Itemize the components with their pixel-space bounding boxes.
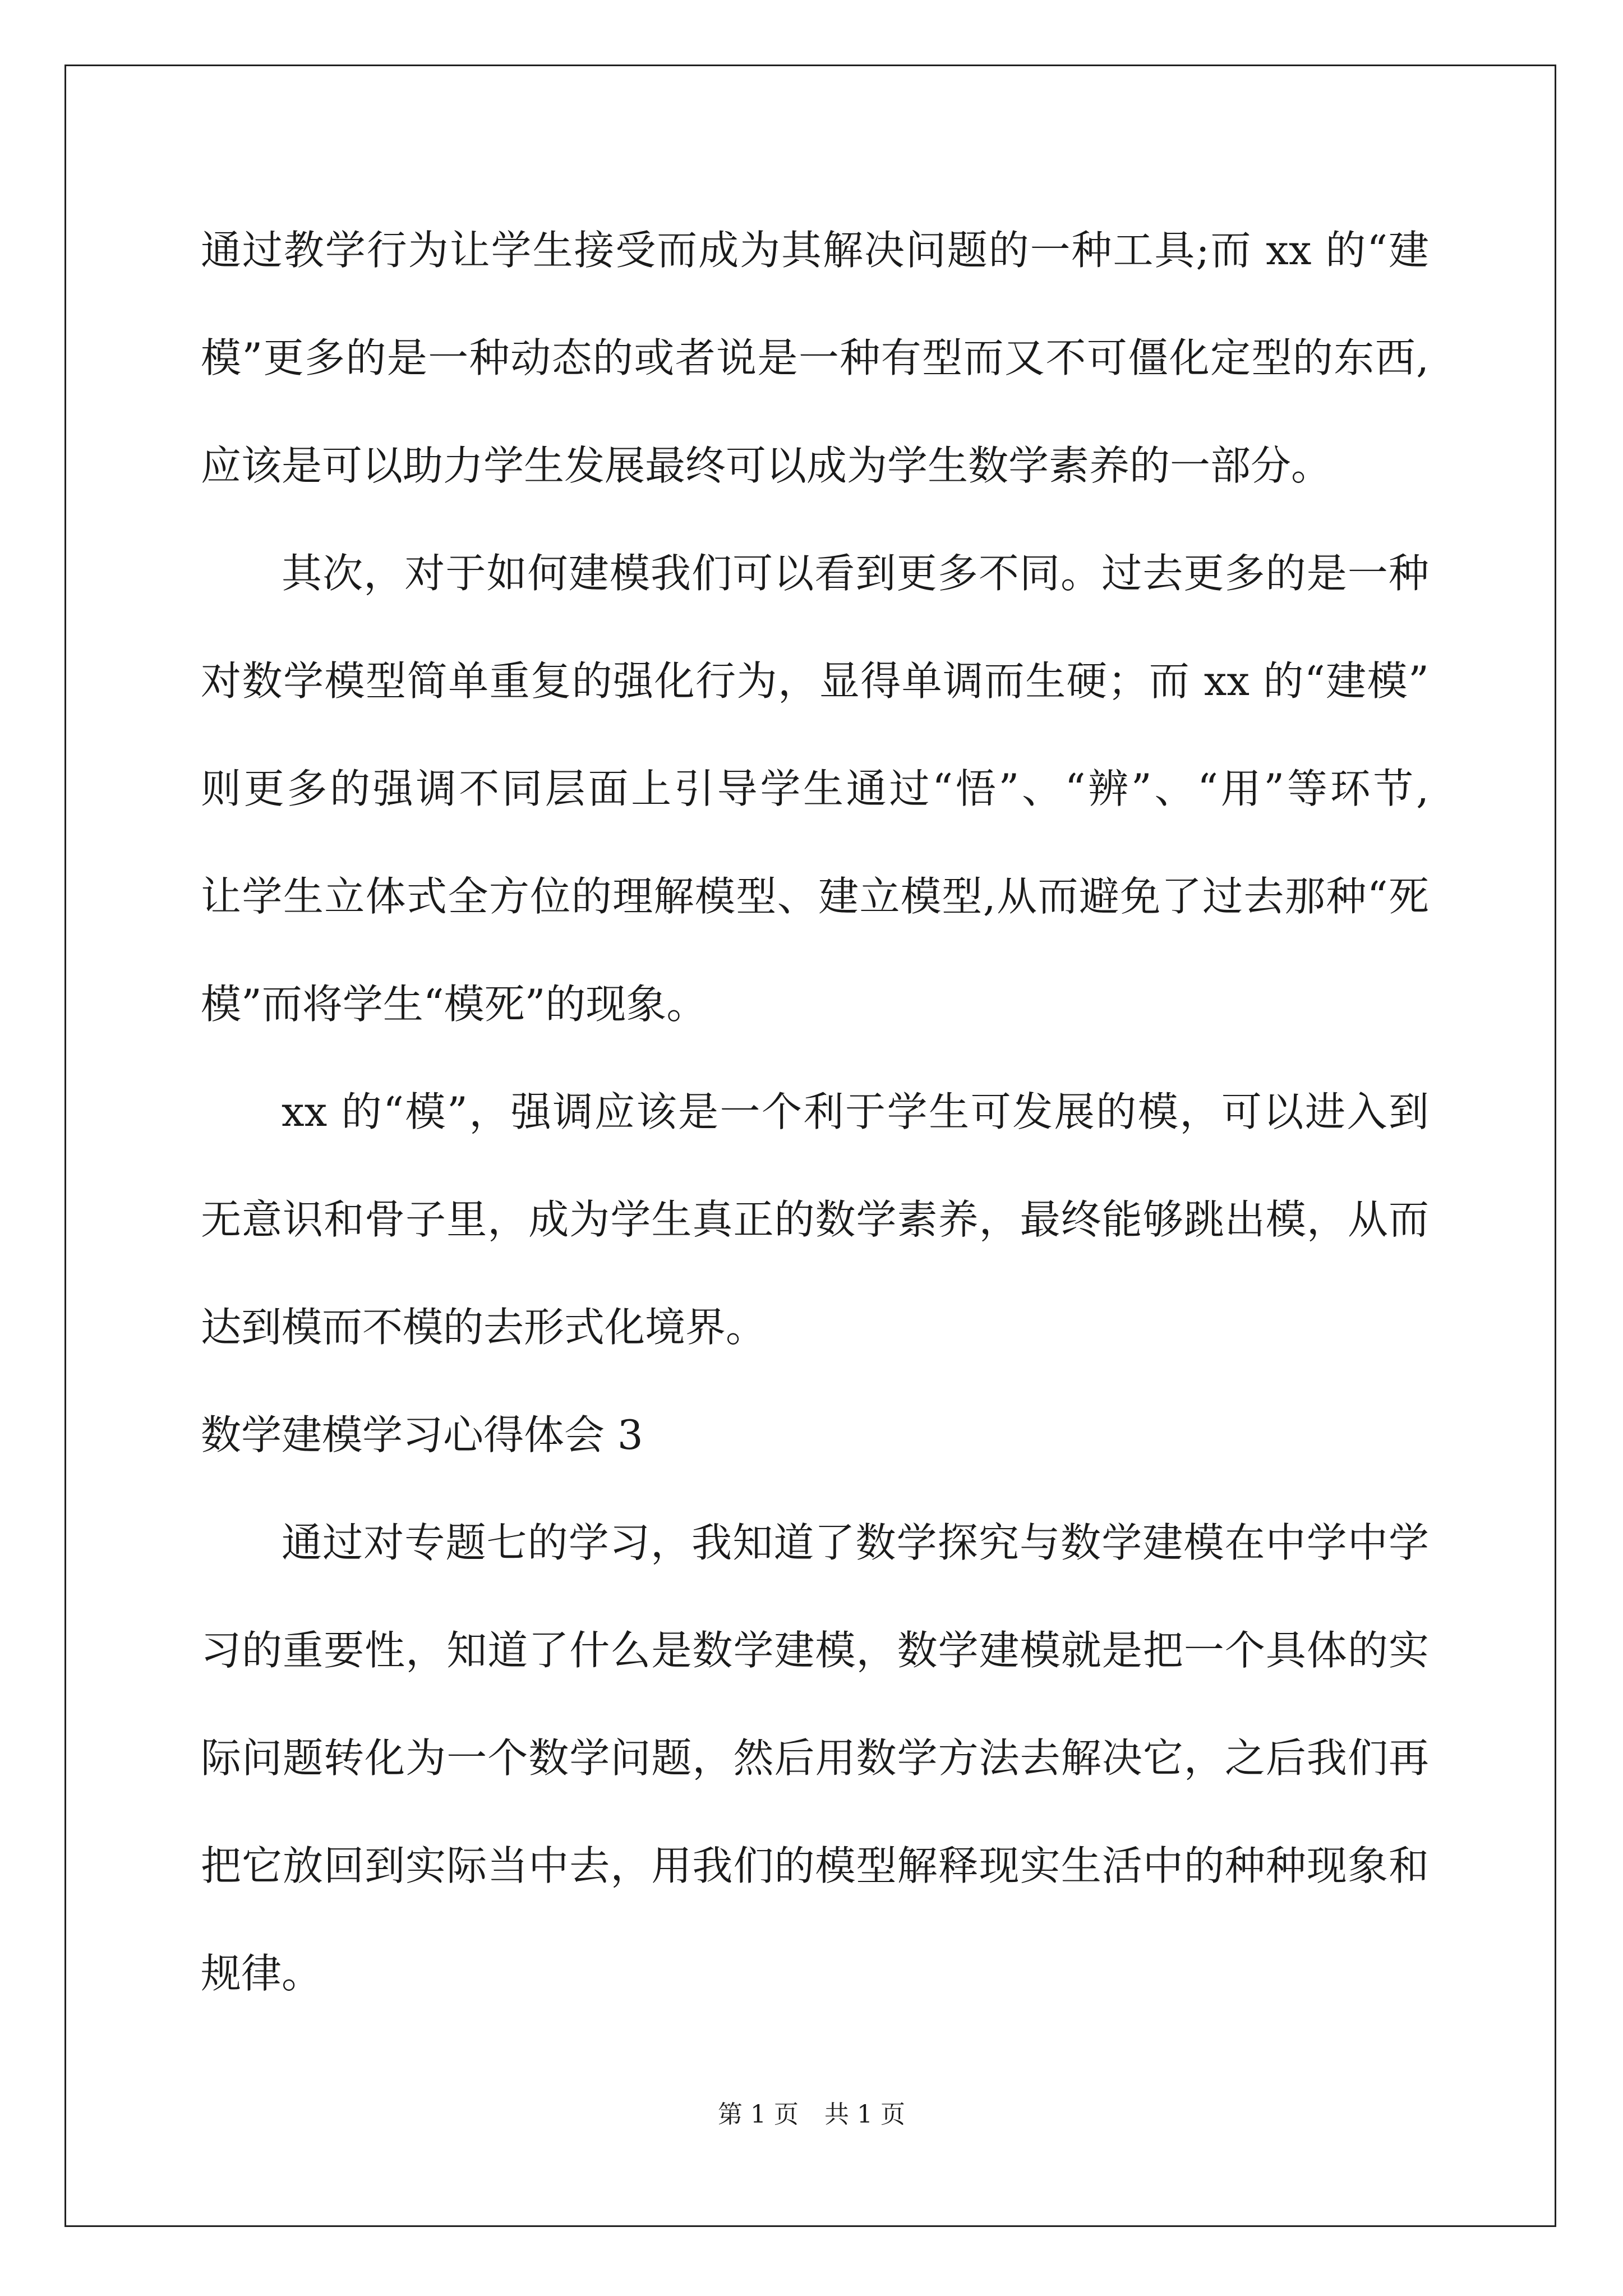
- page-number-current: 第 1 页: [718, 2100, 799, 2129]
- paragraph-line: 模”而将学生“模死”的现象。: [201, 981, 707, 1028]
- paragraph-line: 达到模而不模的去形式化境界。: [201, 1304, 767, 1351]
- page-number-total: 共 1 页: [824, 2100, 905, 2129]
- paragraph-line: 对数学模型简单重复的强化行为，显得单调而生硬；而 xx 的“建模”: [201, 657, 1429, 705]
- paragraph-line: 际问题转化为一个数学问题，然后用数学方法去解决它，之后我们再: [201, 1734, 1429, 1782]
- paragraph-line: 应该是可以助力学生发展最终可以成为学生数学素养的一部分。: [201, 442, 1332, 489]
- paragraph-line: 则更多的强调不同层面上引导学生通过“悟”、“辨”、“用”等环节,: [201, 765, 1429, 812]
- paragraph-line: 习的重要性，知道了什么是数学建模，数学建模就是把一个具体的实: [201, 1627, 1429, 1674]
- paragraph-line: 无意识和骨子里，成为学生真正的数学素养，最终能够跳出模，从而: [201, 1196, 1429, 1243]
- paragraph-line: 把它放回到实际当中去，用我们的模型解释现实生活中的种种现象和: [201, 1842, 1429, 1889]
- section-heading: 数学建模学习心得体会 3: [201, 1411, 643, 1458]
- paragraph-line: 模”更多的是一种动态的或者说是一种有型而又不可僵化定型的东西,: [201, 334, 1429, 381]
- paragraph-line: 通过教学行为让学生接受而成为其解决问题的一种工具;而 xx 的“建: [201, 227, 1429, 274]
- paragraph-line: 其次，对于如何建模我们可以看到更多不同。过去更多的是一种: [282, 550, 1429, 597]
- page-footer: [0, 2098, 1623, 2132]
- paragraph-line: 规律。: [201, 1950, 322, 1997]
- paragraph-line: 让学生立体式全方位的理解模型、建立模型,从而避免了过去那种“死: [201, 873, 1429, 920]
- paragraph-line: xx 的“模”，强调应该是一个利于学生可发展的模，可以进入到: [282, 1088, 1429, 1135]
- page-border: [64, 65, 1556, 2227]
- paragraph-line: 通过对专题七的学习，我知道了数学探究与数学建模在中学中学: [282, 1519, 1429, 1566]
